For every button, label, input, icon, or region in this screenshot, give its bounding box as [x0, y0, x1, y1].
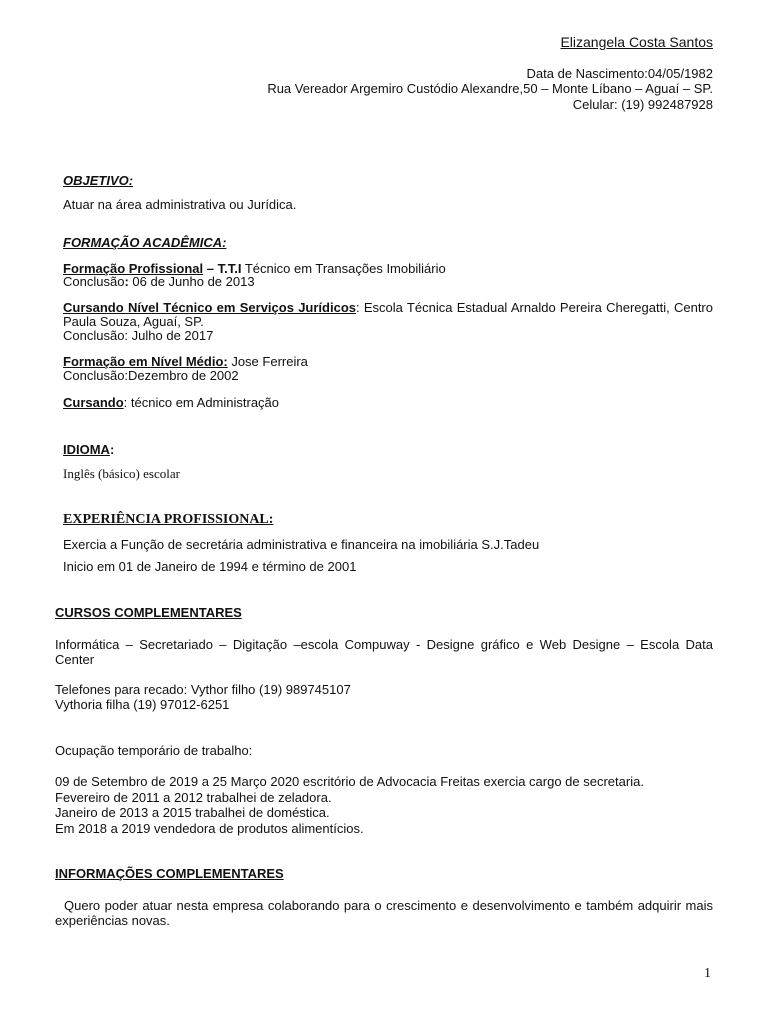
formacao-item-2-conclusion: Conclusão: Julho de 2017	[63, 328, 214, 343]
formacao-item-3-conclusion: Conclusão:Dezembro de 2002	[63, 368, 239, 383]
job-4: Em 2018 a 2019 vendedora de produtos alimentícios.	[55, 821, 364, 836]
formacao-item-3	[63, 355, 308, 369]
idioma-heading-text: IDIOMA	[63, 442, 110, 457]
phone: Celular: (19) 992487928	[572, 97, 713, 112]
formacao-item-3-label: Formação em Nível Médio:	[63, 354, 228, 369]
cursos-text: Informática – Secretariado – Digitação –escola Compuway - Designe gráfico e Web Designe – Escola Data Center	[55, 637, 713, 667]
idioma-heading-colon: :	[109, 442, 115, 457]
page-number: 1	[704, 966, 711, 981]
experiencia-line-2: Inicio em 01 de Janeiro de 1994 e término de 2001	[63, 559, 357, 574]
conclusion-colon: :	[124, 274, 129, 289]
informacoes-heading: INFORMAÇÕES COMPLEMENTARES	[55, 866, 284, 881]
job-3: Janeiro de 2013 a 2015 trabalhei de doméstica.	[55, 805, 330, 820]
idioma-text: Inglês (básico) escolar	[63, 466, 180, 481]
recado-1: Telefones para recado: Vythor filho (19) 989745107	[55, 682, 351, 697]
formacao-item-1-text: Técnico em Transações Imobiliário	[241, 261, 446, 276]
recado-2: Vythoria filha (19) 97012-6251	[55, 697, 230, 712]
birth-date: Data de Nascimento:04/05/1982	[526, 66, 713, 81]
formacao-item-3-text: Jose Ferreira	[227, 354, 308, 369]
formacao-item-4-text: : técnico em Administração	[123, 395, 280, 410]
candidate-name: Elizangela Costa Santos	[560, 34, 713, 50]
ocupacao-title: Ocupação temporário de trabalho:	[55, 743, 253, 758]
objetivo-heading: OBJETIVO:	[63, 173, 134, 188]
idioma-heading	[63, 443, 114, 457]
formacao-item-1-bold: – T.T.I	[203, 261, 242, 276]
address: Rua Vereador Argemiro Custódio Alexandre,50 – Monte Líbano – Aguaí – SP.	[267, 81, 713, 96]
formacao-item-4	[63, 396, 279, 410]
conclusion-date: 06 de Junho de 2013	[128, 274, 255, 289]
job-1: 09 de Setembro de 2019 a 25 Março 2020 escritório de Advocacia Freitas exercia cargo de secretaria.	[55, 774, 644, 789]
experiencia-line-1: Exercia a Função de secretária administrativa e financeira na imobiliária S.J.Tadeu	[63, 537, 540, 552]
formacao-item-1-conclusion	[63, 275, 255, 289]
conclusion-label: Conclusão	[63, 274, 125, 289]
formacao-item-2	[63, 301, 713, 329]
objetivo-text: Atuar na área administrativa ou Jurídica.	[63, 197, 297, 212]
formacao-item-2-text: : Escola Técnica Estadual Arnaldo Pereira Cheregatti, Centro Paula Souza, Aguaí, SP.	[63, 300, 713, 329]
informacoes-text: Quero poder atuar nesta empresa colaborando para o crescimento e desenvolvimento e também adquirir mais experiências novas.	[55, 898, 717, 928]
formacao-item-4-label: Cursando	[63, 395, 124, 410]
formacao-item-2-label: Cursando Nível Técnico em Serviços Jurídicos	[63, 300, 356, 315]
experiencia-heading: EXPERIÊNCIA PROFISSIONAL:	[63, 512, 274, 527]
job-2: Fevereiro de 2011 a 2012 trabalhei de zeladora.	[55, 790, 332, 805]
formacao-heading: FORMAÇÃO ACADÊMICA:	[63, 235, 227, 250]
cursos-heading: CURSOS COMPLEMENTARES	[55, 605, 242, 620]
formacao-item-1-label: Formação Profissional	[63, 261, 204, 276]
